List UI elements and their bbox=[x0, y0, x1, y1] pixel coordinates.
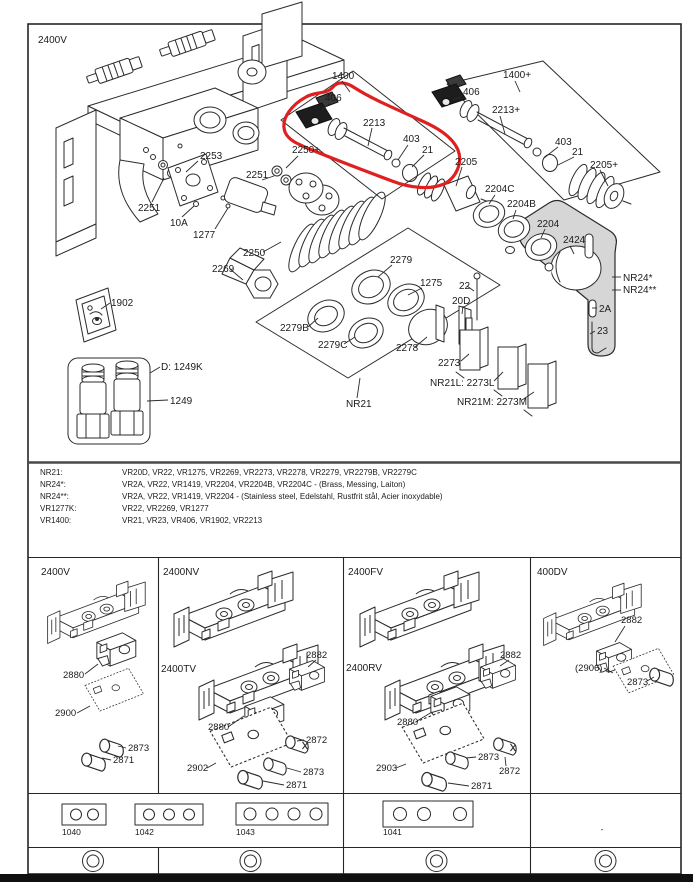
kit-code: NR24**: bbox=[40, 492, 69, 501]
plate-1043 bbox=[236, 803, 328, 837]
part-label-10a: 10A bbox=[170, 218, 188, 229]
kit-code: NR24*: bbox=[40, 480, 66, 489]
kit-1249k-box bbox=[68, 358, 150, 444]
kit-label-nr21l: NR21L: 2273L bbox=[430, 378, 495, 389]
plate-label-1043: 1043 bbox=[236, 827, 255, 837]
part-label-2882: 2882 bbox=[500, 650, 522, 661]
part-1249-valve bbox=[77, 364, 109, 438]
part-label-406-left: 406 bbox=[325, 93, 342, 104]
kit-code: VR1277K: bbox=[40, 504, 77, 513]
kits-table bbox=[40, 468, 443, 525]
kit-label-nr24-brass: NR24* bbox=[623, 273, 653, 284]
valve-body-drawing bbox=[56, 2, 344, 256]
part-label-2273: 2273 bbox=[438, 358, 461, 369]
part-label-2880: 2880 bbox=[208, 722, 230, 733]
kit-label-nr21m: NR21M: 2273M bbox=[457, 397, 528, 408]
plate-label-1041: 1041 bbox=[383, 827, 402, 837]
part-label-20d: 20D bbox=[452, 296, 471, 307]
part-label-2251-left: 2251 bbox=[138, 203, 161, 214]
part-label-2204b: 2204B bbox=[507, 199, 536, 210]
plate-label-1042: 1042 bbox=[135, 827, 154, 837]
part-label-2871: 2871 bbox=[471, 781, 493, 792]
kit-parts: VR20D, VR22, VR1275, VR2269, VR2273, VR2278, VR2279, VR2279B, VR2279C bbox=[122, 468, 417, 477]
variant-header-2400tv: 2400TV bbox=[161, 664, 197, 675]
kit-label-1249k: D: 1249K bbox=[161, 362, 203, 373]
part-label-2903: 2903 bbox=[376, 763, 398, 774]
part-label-2278: 2278 bbox=[396, 343, 419, 354]
kit-parts: VR2A, VR22, VR1419, VR2204, VR2204B, VR2204C - (Brass, Messing, Laiton) bbox=[122, 480, 406, 489]
variant-header-2400rv: 2400RV bbox=[346, 663, 382, 674]
part-label-2213: 2213 bbox=[363, 118, 386, 129]
part-label-406-right: 406 bbox=[463, 87, 480, 98]
kit-1400plus-outline bbox=[447, 61, 660, 200]
variant-column-2400fv bbox=[346, 567, 521, 792]
part-label-2279b: 2279B bbox=[280, 323, 309, 334]
no-plate-dash: - bbox=[600, 824, 604, 834]
variant-column-2400v bbox=[41, 567, 149, 771]
part-label-21-right: 21 bbox=[572, 147, 584, 158]
part-label-403-right: 403 bbox=[555, 137, 572, 148]
sheet-frame bbox=[0, 24, 693, 882]
model-label-2400v: 2400V bbox=[38, 35, 67, 46]
part-1277-cartridge bbox=[223, 176, 276, 215]
part-label-1275: 1275 bbox=[420, 278, 443, 289]
part-label-2873: 2873 bbox=[128, 743, 150, 754]
plate-1041 bbox=[383, 801, 473, 837]
main-exploded-diagram bbox=[38, 2, 660, 444]
fastener-circles-row bbox=[83, 851, 617, 872]
part-label-2872: 2872 bbox=[306, 735, 328, 746]
part-label-2900: 2900 bbox=[55, 708, 77, 719]
variant-header-2400fv: 2400FV bbox=[348, 567, 384, 578]
part-label-2873: 2873 bbox=[303, 767, 325, 778]
variant-header-2400v: 2400V bbox=[41, 567, 70, 578]
part-label-2880: 2880 bbox=[63, 670, 85, 681]
kit-code: VR1400: bbox=[40, 516, 72, 525]
part-label-2a: 2A bbox=[599, 304, 612, 315]
part-label-2213plus: 2213+ bbox=[492, 105, 521, 116]
kit-label-nr24-steel: NR24** bbox=[623, 285, 657, 296]
kit-parts: VR21, VR23, VR406, VR1902, VR2213 bbox=[122, 516, 263, 525]
check-valves-2273 bbox=[456, 247, 556, 417]
plate-1040 bbox=[62, 804, 106, 837]
part-label-2871: 2871 bbox=[286, 780, 308, 791]
kit-parts: VR22, VR2269, VR1277 bbox=[122, 504, 209, 513]
variant-column-400dv bbox=[537, 567, 674, 693]
part-label-21-left: 21 bbox=[422, 145, 434, 156]
part-label-2871: 2871 bbox=[113, 755, 135, 766]
part-label-2269: 2269 bbox=[212, 264, 235, 275]
part-label-2205plus: 2205+ bbox=[590, 160, 619, 171]
kit-code: NR21: bbox=[40, 468, 63, 477]
part-label-2204: 2204 bbox=[537, 219, 560, 230]
part-label-2251-right: 2251 bbox=[246, 170, 269, 181]
part-label-2902: 2902 bbox=[187, 763, 209, 774]
part-label-22: 22 bbox=[459, 281, 471, 292]
part-label-1249: 1249 bbox=[170, 396, 193, 407]
part-label-2882: 2882 bbox=[306, 650, 328, 661]
part-label-2882: 2882 bbox=[621, 615, 643, 626]
part-label-2253: 2253 bbox=[200, 151, 223, 162]
kit-label-nr21: NR21 bbox=[346, 399, 372, 410]
part-label-1902: 1902 bbox=[111, 298, 134, 309]
variant-header-400dv: 400DV bbox=[537, 567, 568, 578]
part-label-2205-left: 2205 bbox=[455, 157, 478, 168]
part-label-23: 23 bbox=[597, 326, 609, 337]
part-label-2880: 2880 bbox=[397, 717, 419, 728]
part-label-2250plus: 2250+ bbox=[292, 145, 321, 156]
plate-label-1040: 1040 bbox=[62, 827, 81, 837]
bottom-black-bar bbox=[0, 874, 693, 882]
part-2a-pin bbox=[589, 300, 596, 317]
kit-parts: VR2A, VR22, VR1419, VR2204 - (Stainless steel, Edelstahl, Rustfrit stål, Acier inoxydable) bbox=[122, 492, 443, 501]
part-label-2279: 2279 bbox=[390, 255, 413, 266]
part-2250plus-discs bbox=[272, 166, 339, 215]
part-label-2279c: 2279C bbox=[318, 340, 348, 351]
part-label-403-left: 403 bbox=[403, 134, 420, 145]
part-1902-plate bbox=[76, 288, 116, 342]
part-1249-valve bbox=[111, 361, 143, 435]
variant-column-2400nv bbox=[161, 567, 327, 791]
part-label-2906: (2906) bbox=[575, 663, 603, 674]
part-label-2873: 2873 bbox=[627, 677, 649, 688]
part-label-2250: 2250 bbox=[243, 248, 266, 259]
variant-header-2400nv: 2400NV bbox=[163, 567, 200, 578]
part-label-1400plus: 1400+ bbox=[503, 70, 532, 81]
part-label-2873: 2873 bbox=[478, 752, 500, 763]
mounting-plates-row bbox=[62, 801, 604, 837]
part-label-2872: 2872 bbox=[499, 766, 521, 777]
part-label-2424: 2424 bbox=[563, 235, 586, 246]
part-label-2204c: 2204C bbox=[485, 184, 515, 195]
red-highlight-loop bbox=[284, 83, 460, 188]
part-label-1277: 1277 bbox=[193, 230, 216, 241]
part-label-1400: 1400 bbox=[332, 71, 355, 82]
plate-1042 bbox=[135, 804, 203, 837]
